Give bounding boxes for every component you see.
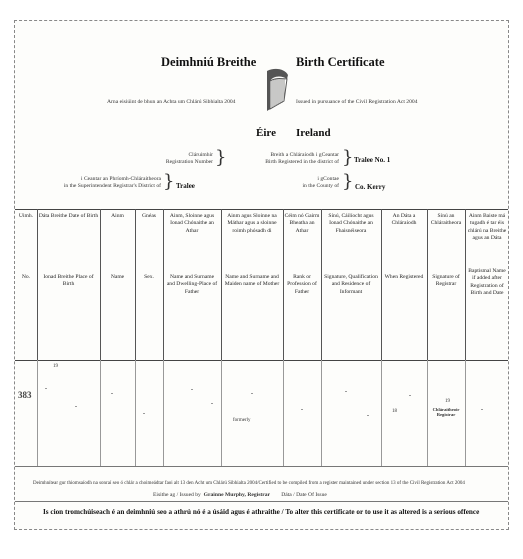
column-header-english: When Registered [384, 274, 424, 280]
entry-sign-mark: 19 [445, 399, 450, 404]
faded-mark [191, 389, 193, 390]
column-header-irish: Sínú, Cáilíocht agus Ionad Chónaithe an Fhaisnéiseora [328, 213, 374, 234]
entry-mother-note: formerly [233, 418, 251, 423]
certification-text: Deimhnítear gur thiomsaíodh na sonraí seo ó chlár a choimeádtar faoi alt 13 den Acht um Chlárú Sibhialta 2004/Certified to be compiled from a register maintained under section 13 of the Civil Registration Act 2004 [33, 481, 465, 486]
column-header-irish: Sínú an Chláraitheora [430, 213, 462, 227]
column-header-irish: Céim nó Gairm Bheatha an Athar [284, 213, 320, 234]
brace-icon: } [215, 147, 227, 168]
column-divider [321, 360, 322, 466]
issued-by-line: Eisithe ag / Issued by Grainne Murphy, Registrar Dáta / Date Of Issue [153, 492, 327, 498]
column-header-english: Name and Surname and Maiden name of Mother [224, 274, 280, 288]
column-header-english: Name [110, 274, 125, 280]
column-header-english: Signature, Qualification and Residence of Informant [324, 274, 378, 295]
superintendent-district-value: Tralee [176, 182, 195, 190]
faded-mark [301, 409, 303, 410]
column-header-english: No. [21, 274, 31, 280]
table-header-rule [15, 360, 508, 361]
faded-mark [251, 393, 253, 394]
column-divider [381, 209, 382, 360]
column-divider [381, 360, 382, 466]
subtitle-english: Issued in pursuance of the Civil Registration Act 2004 [296, 99, 418, 105]
column-divider [100, 360, 101, 466]
column-divider [465, 360, 466, 466]
column-divider [321, 209, 322, 360]
brace-icon: } [342, 171, 354, 192]
county-label: i gContae in the County of [302, 176, 339, 189]
entry-day-mark: 19 [53, 364, 58, 369]
birth-certificate [14, 20, 509, 530]
column-header-english: Name and Surname and Dwelling-Place of Father [166, 274, 218, 295]
registrar-stamp: Chláraitheoir Registrar [432, 407, 460, 417]
column-header-irish: Ainm agus Sloinne na Máthar agus a sloinne roimh phósadh di [227, 213, 277, 234]
country-irish: Éire [256, 127, 276, 139]
faded-mark [111, 393, 113, 394]
superintendent-district-label: i Ceantar an Phríomh-Chláraitheora in the Superintendent Registrar's District of [63, 176, 161, 189]
column-header-english: Rank or Profession of Father [287, 274, 317, 295]
faded-mark [345, 391, 347, 392]
column-header-irish: Uimh. [18, 213, 34, 219]
faded-mark [367, 415, 369, 416]
faded-mark [143, 413, 145, 414]
table-bottom-rule [15, 466, 508, 467]
column-divider [163, 360, 164, 466]
column-header-irish: Ainm [111, 213, 124, 219]
column-divider [163, 209, 164, 360]
entry-number: 383 [18, 390, 32, 400]
column-divider [135, 209, 136, 360]
district-label: Breith a Chláraíodh i gCeantar Birth Registered in the district of [265, 152, 339, 165]
brace-icon: } [342, 147, 354, 168]
column-header-irish: Ainm Baiste má tugadh é tar éis chlárú na Breithe agus an Dáta [467, 213, 507, 242]
column-header-english: Ionad Breithe Place of Birth [43, 274, 94, 288]
faded-mark [481, 409, 483, 410]
district-value: Tralee No. 1 [354, 156, 391, 164]
column-header-english: Baptismal Name if added after Registration of Birth and Date [468, 268, 506, 297]
column-divider [37, 360, 38, 466]
entry-registered-mark: 18 [392, 409, 397, 414]
faded-mark [75, 406, 77, 407]
column-header-irish: Ainm, Sloinne agus Ionad Chónaithe an Athar [169, 213, 215, 234]
date-of-issue-label: Dáta / Date Of Issue [281, 492, 327, 498]
title-english: Birth Certificate [296, 55, 385, 69]
column-header-irish: An Dáta a Chláraíodh [391, 213, 417, 227]
column-divider [465, 209, 466, 360]
table-top-rule [15, 209, 508, 210]
faded-mark [211, 403, 213, 404]
column-divider [135, 360, 136, 466]
faded-mark [45, 388, 47, 389]
alteration-warning: Is cion tromchúiseach é an deimhniú seo a athrú nó é a úsáid agus é athraithe / To alter this certificate or to use it as altered is a serious offence [43, 508, 480, 516]
column-divider [283, 360, 284, 466]
brace-icon: } [163, 171, 175, 192]
registration-number-label: Cláruimhir Registration Number [165, 152, 213, 165]
harp-emblem-icon [261, 67, 291, 113]
faded-mark [409, 395, 411, 396]
column-header-english: Signature of Registrar [432, 274, 460, 288]
footer-rule [15, 501, 508, 502]
county-value: Co. Kerry [355, 183, 386, 191]
subtitle-irish: Arna eisiúint de bhun an Achta um Chlárú Sibhialta 2004 [107, 99, 236, 105]
column-divider [100, 209, 101, 360]
column-divider [221, 209, 222, 360]
column-header-irish: Gnéas [142, 213, 156, 219]
issued-by-value: Grainne Murphy, Registrar [203, 492, 270, 498]
country-english: Ireland [296, 127, 331, 139]
column-header-irish: Dáta Breithe Date of Birth [38, 213, 99, 219]
title-irish: Deimhniú Breithe [161, 55, 257, 69]
column-header-english: Sex. [144, 274, 154, 280]
column-divider [221, 360, 222, 466]
